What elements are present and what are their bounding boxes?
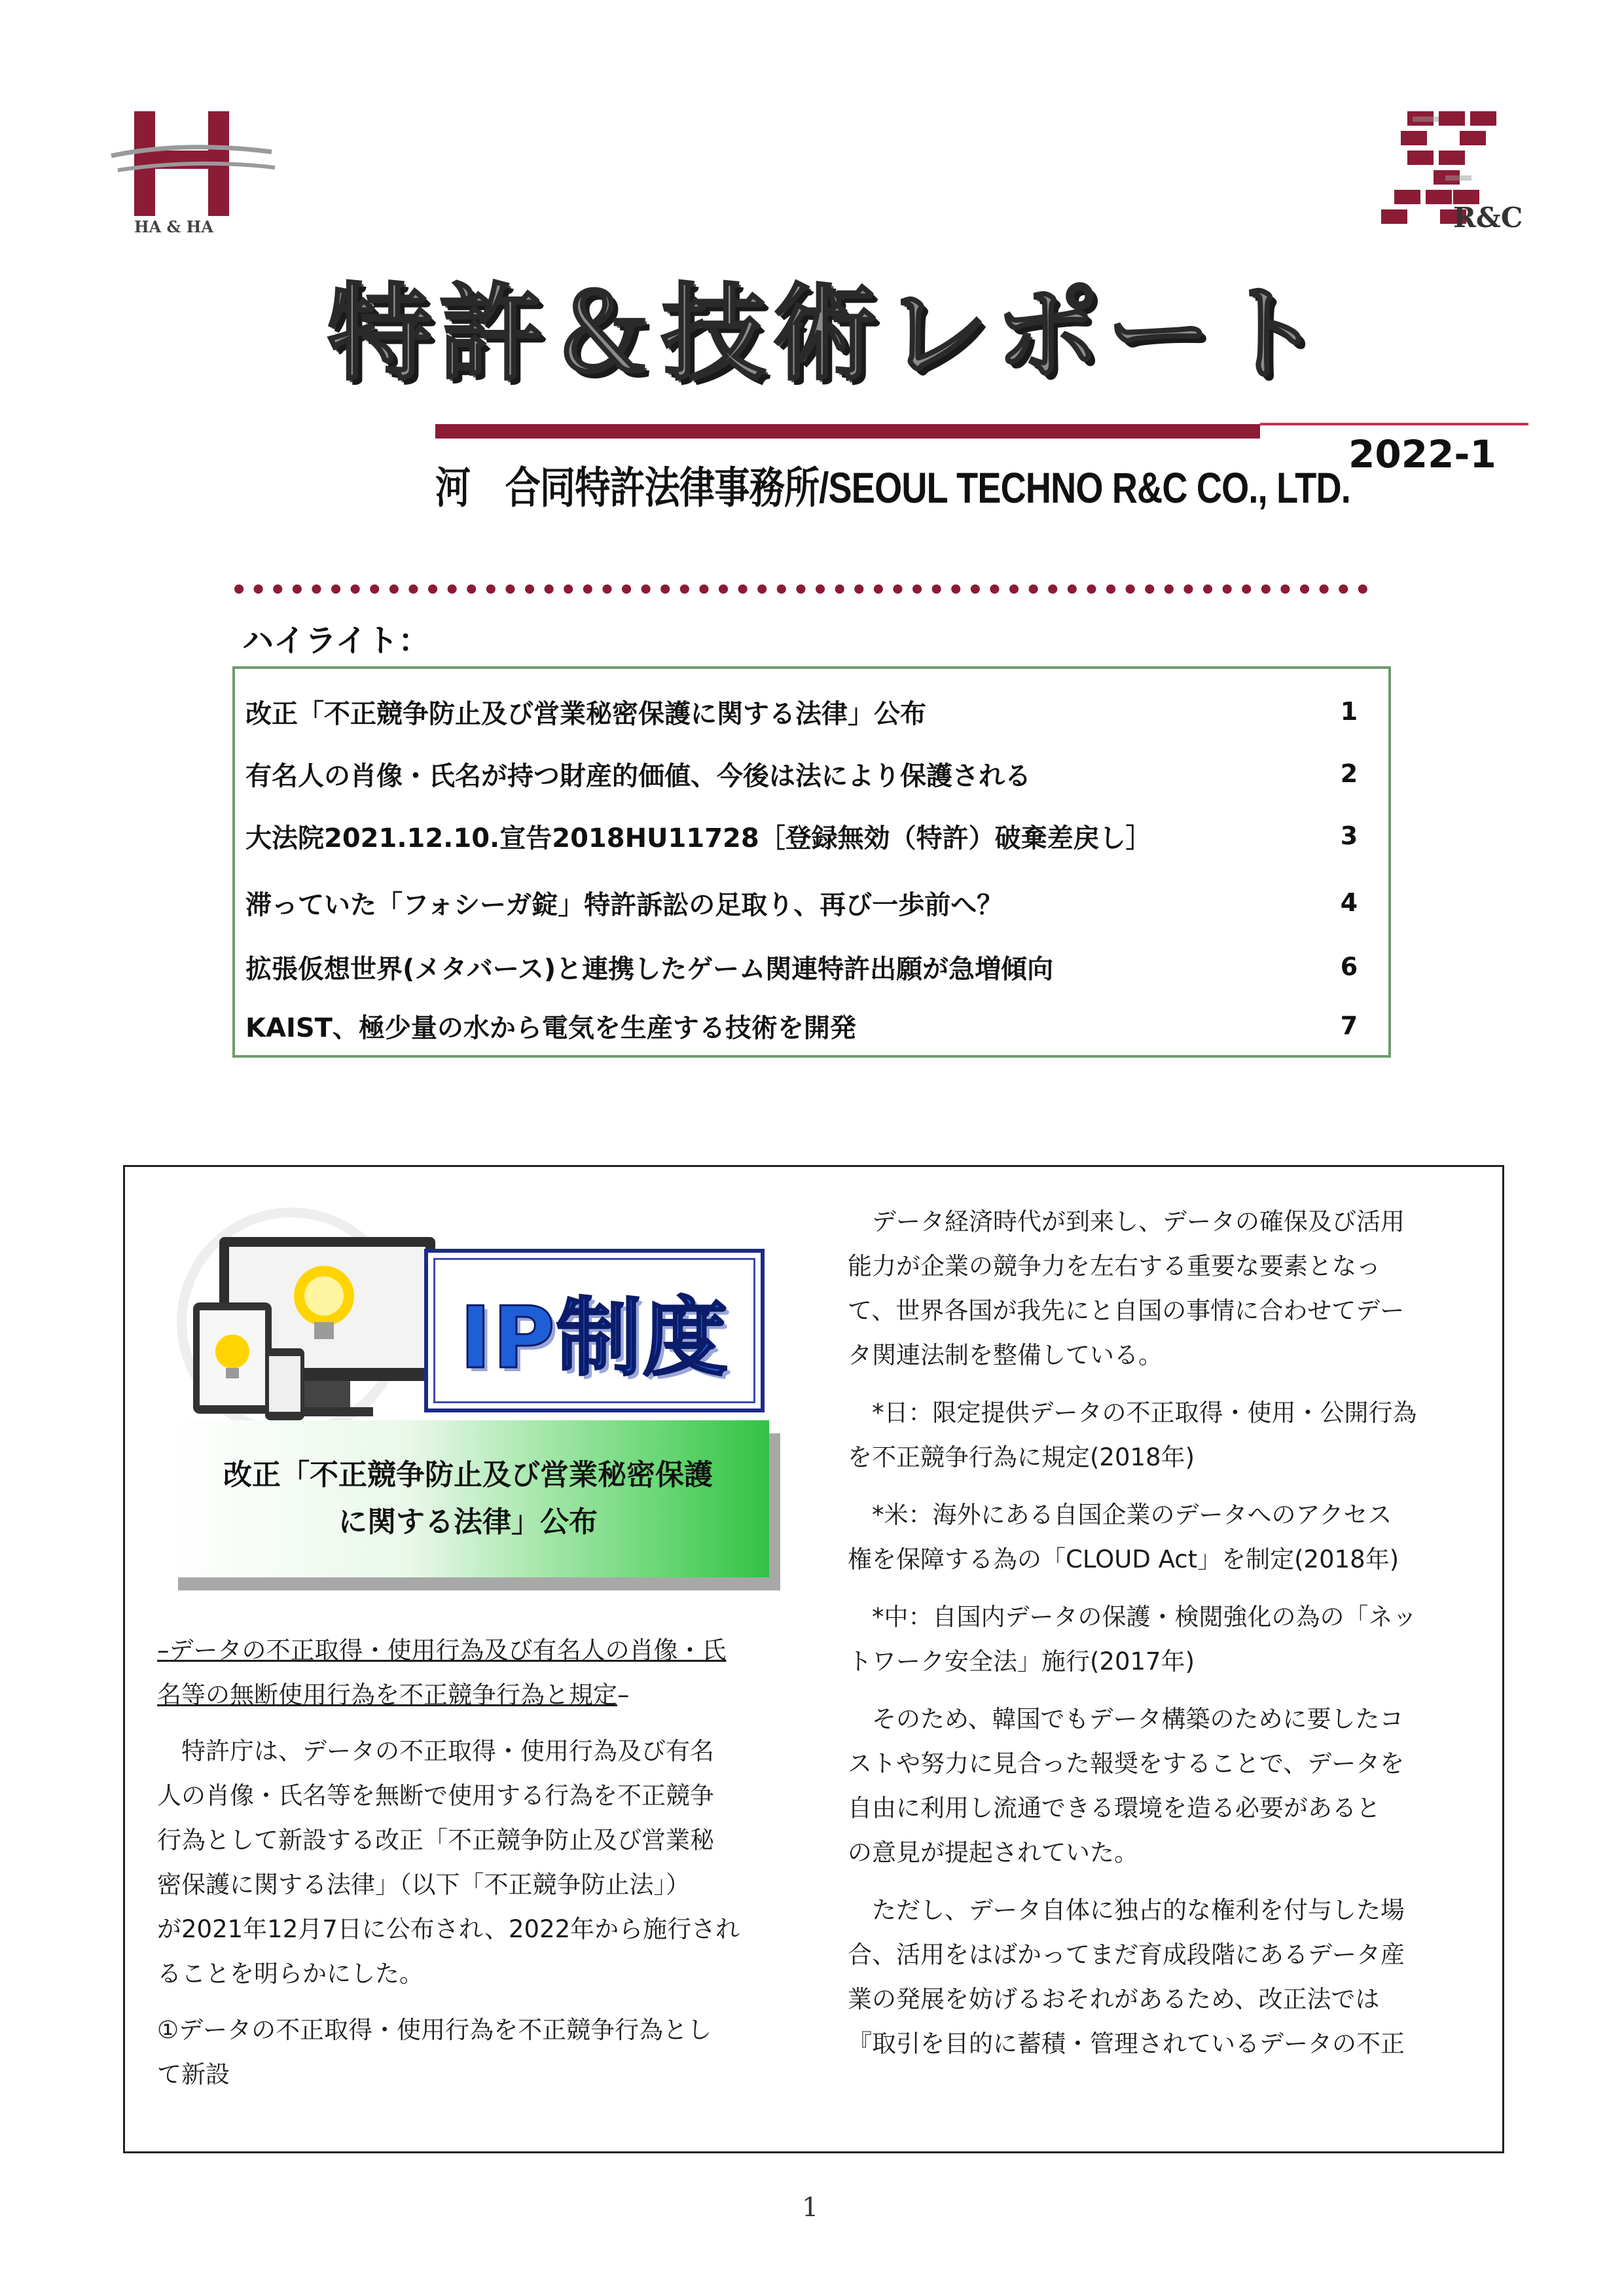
- body-paragraph: ①データの不正取得・使用行為を不正競争行為とし て新設: [157, 2016, 712, 2089]
- body-paragraph: *米：海外にある自国企業のデータへのアクセス 権を保障する為の「CLOUD Act」を制定(2018年): [848, 1501, 1399, 1573]
- firm-name: 河 合同特許法律事務所/SEOUL TECHNO R&C CO., LTD.: [435, 463, 1351, 512]
- toc-item[interactable]: [245, 682, 1362, 741]
- body-paragraph: *中：自国内データの保護・検閲強化の為の「ネッ トワーク安全法」施行(2017年): [848, 1603, 1417, 1676]
- body-paragraph: そのため、韓国でもデータ構築のために要したコ ストや努力に見合った報奨をすることで、データを 自由に利用し流通できる環境を造る必要があると の意見が提起されていた。: [848, 1705, 1405, 1867]
- lead-paragraph: [157, 1628, 785, 1717]
- toc-item[interactable]: [245, 996, 1362, 1055]
- toc-item[interactable]: [245, 744, 1362, 803]
- toc-item-title: KAIST、極少量の水から電気を生産する技術を開発: [245, 1013, 856, 1043]
- toc-item[interactable]: [245, 873, 1362, 932]
- article-right-column: [848, 1200, 1489, 2066]
- page-number: 1: [802, 2193, 819, 2223]
- toc-item-title: 大法院2021.12.10.宣告2018HU11728［登録無効（特許）破棄差戻し］: [245, 823, 1152, 853]
- toc-item[interactable]: [245, 937, 1362, 996]
- toc-item-page: 2: [1340, 759, 1358, 788]
- article-left-column: [157, 1628, 785, 2097]
- ip-category-text: IP制度: [460, 1287, 729, 1388]
- highlights-label: ハイライト：: [242, 622, 430, 659]
- logo-right-text: R&C: [1453, 202, 1523, 234]
- toc-item-title: 有名人の肖像・氏名が持つ財産的価値、今後は法により保護される: [245, 761, 1031, 791]
- lead-line-1: –データの不正取得・使用行為及び有名人の肖像・氏: [157, 1636, 727, 1664]
- headline-line-1: 改正「不正競争防止及び営業秘密保護: [223, 1458, 713, 1492]
- toc-item-page: 7: [1340, 1011, 1358, 1040]
- highlights-box: [232, 666, 1391, 1058]
- title-underline-thin: [1260, 423, 1528, 425]
- report-title: 特許＆技術レポート: [327, 272, 1329, 395]
- ip-category-badge: [424, 1249, 765, 1412]
- body-paragraph: データ経済時代が到来し、データの確保及び活用 能力が企業の競争力を左右する重要な要素となっ て、世界各国が我先にと自国の事情に合わせてデー タ関連法制を整備している。: [848, 1208, 1405, 1369]
- lead-line-2-tail: –: [617, 1681, 630, 1709]
- body-paragraph: *日：限定提供データの不正取得・使用・公開行為 を不正競争行為に規定(2018年): [848, 1399, 1417, 1471]
- toc-item-title: 拡張仮想世界(メタバース)と連携したゲーム関連特許出願が急増傾向: [245, 954, 1054, 984]
- lead-line-2: 名等の無断使用行為を不正競争行為と規定: [157, 1681, 617, 1709]
- logo-left-text: HA & HA: [134, 217, 213, 236]
- toc-item-page: 1: [1340, 697, 1358, 726]
- toc-item-title: 改正「不正競争防止及び営業秘密保護に関する法律」公布: [245, 698, 926, 729]
- toc-item-title: 滞っていた「フォシーガ錠」特許訴訟の足取り、再び一歩前へ？: [245, 889, 1003, 920]
- dotted-divider: [232, 581, 1384, 597]
- toc-item[interactable]: [245, 806, 1362, 865]
- body-paragraph: ただし、データ自体に独占的な権利を付与した場 合、活用をはばかってまだ育成段階にあるデータ産 業の発展を妨げるおそれがあるため、改正法では 『取引を目的に蓄積・管理されているデータの不正: [848, 1896, 1405, 2058]
- title-underline-bar: [435, 424, 1260, 439]
- headline-banner: [167, 1420, 769, 1577]
- toc-item-page: 3: [1340, 821, 1358, 850]
- issue-number: 2022-1: [1348, 432, 1496, 476]
- toc-item-page: 6: [1340, 952, 1358, 981]
- body-paragraph: 特許庁は、データの不正取得・使用行為及び有名 人の肖像・氏名等を無断で使用する行為を不正競争 行為として新設する改正「不正競争防止及び営業秘 密保護に関する法律」（以下「不正競争防止法」） が2021年12月7日に公布され、2022年から施行され ることを明らかにした。: [157, 1737, 740, 1988]
- headline-line-2: に関する法律」公布: [338, 1505, 598, 1539]
- toc-item-page: 4: [1340, 888, 1358, 917]
